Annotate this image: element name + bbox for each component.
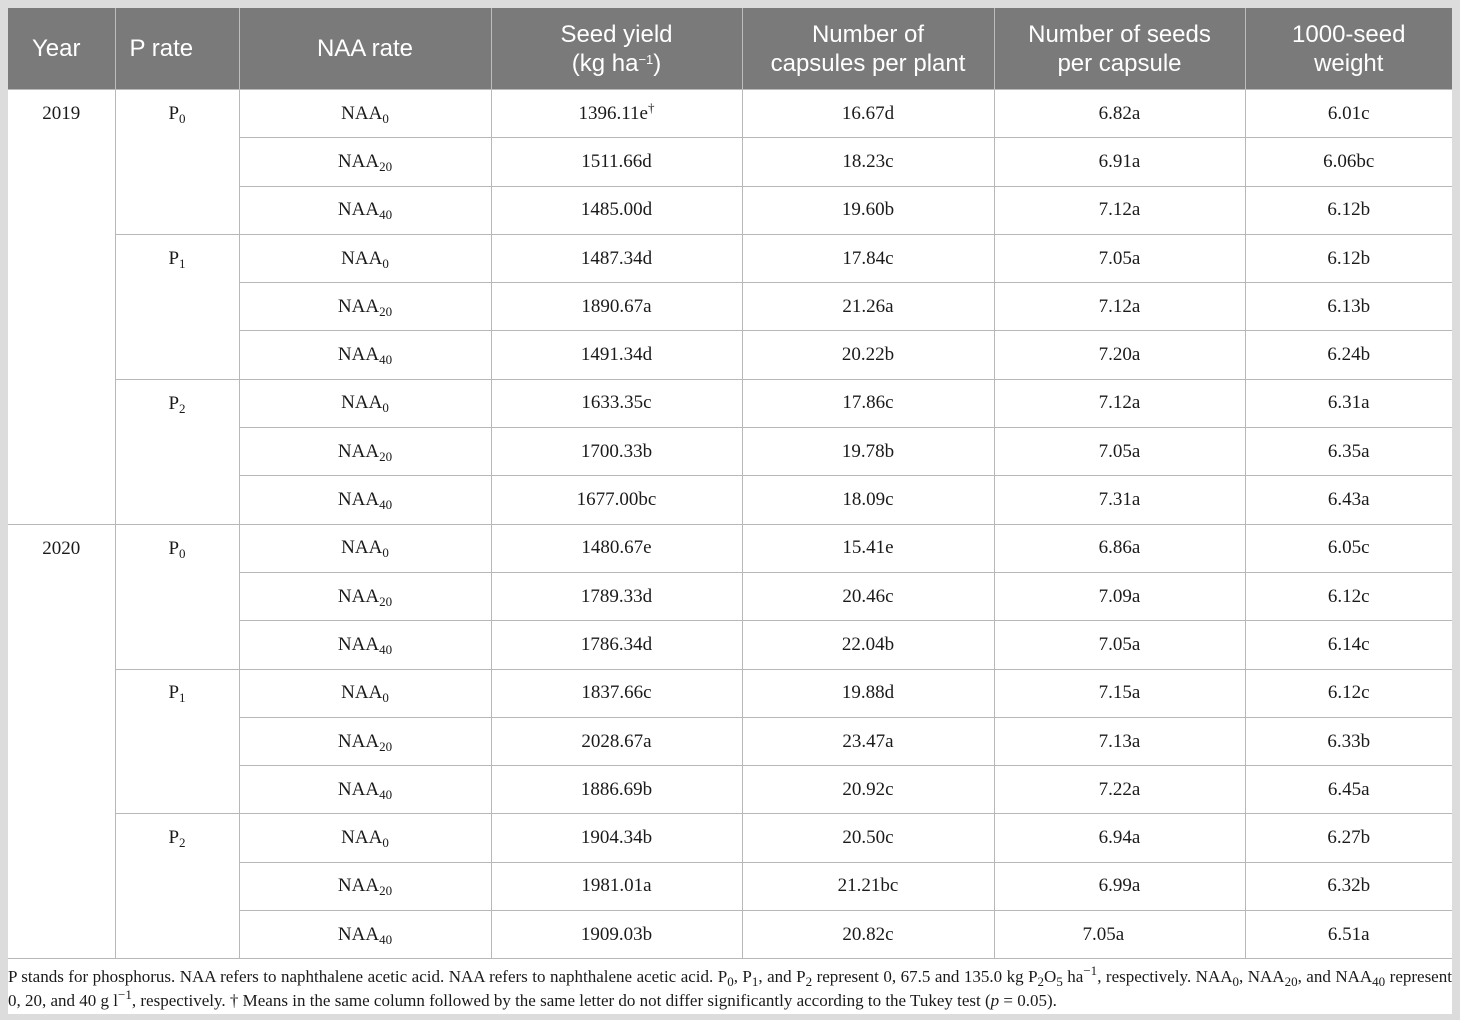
table-row bbox=[8, 862, 1452, 910]
table-row bbox=[8, 766, 1452, 814]
seeds-cell: 7.20a bbox=[994, 331, 1245, 379]
seeds-cell: 7.12a bbox=[994, 379, 1245, 427]
weight-cell: 6.33b bbox=[1245, 717, 1452, 765]
naa-rate-base: NAA bbox=[337, 585, 380, 607]
year-cell: 2019 bbox=[8, 90, 115, 138]
capsules-cell: 19.60b bbox=[742, 186, 994, 234]
header-seeds-line2: per capsule bbox=[1057, 49, 1182, 77]
capsules-cell: 15.41e bbox=[742, 524, 994, 572]
weight-cell: 6.12c bbox=[1245, 572, 1452, 620]
p-rate-subscript: 0 bbox=[179, 545, 186, 561]
seeds-cell: 7.05a bbox=[994, 234, 1245, 282]
p-rate-base: P bbox=[168, 537, 180, 559]
capsules-cell: 19.78b bbox=[742, 428, 994, 476]
p-rate-subscript: 2 bbox=[179, 400, 186, 416]
naa-rate-subscript: 0 bbox=[382, 545, 389, 561]
naa-rate-cell bbox=[239, 572, 491, 620]
naa-rate-subscript: 20 bbox=[379, 303, 393, 319]
p-rate-cell bbox=[115, 524, 239, 572]
seed-yield-value: 1396.11e bbox=[578, 102, 648, 124]
naa-rate-base: NAA bbox=[337, 633, 380, 655]
year-cell bbox=[8, 766, 115, 814]
p-rate-cell bbox=[115, 766, 239, 814]
table-row bbox=[8, 186, 1452, 234]
capsules-cell: 21.26a bbox=[742, 283, 994, 331]
year-cell bbox=[8, 862, 115, 910]
seed-yield-cell bbox=[491, 331, 742, 379]
table-row bbox=[8, 814, 1452, 862]
header-seeds-line1: Number of seeds bbox=[1028, 20, 1211, 48]
capsules-cell: 22.04b bbox=[742, 621, 994, 669]
header-seed-yield-line1: Seed yield bbox=[560, 20, 673, 48]
naa-rate-base: NAA bbox=[337, 489, 380, 511]
capsules-cell: 16.67d bbox=[742, 90, 994, 138]
naa-rate-base: NAA bbox=[341, 247, 383, 269]
naa-rate-cell bbox=[239, 331, 491, 379]
seed-yield-cell bbox=[491, 814, 742, 862]
seeds-cell: 6.94a bbox=[994, 814, 1245, 862]
naa-rate-subscript: 20 bbox=[379, 158, 393, 174]
p-rate-cell bbox=[115, 476, 239, 524]
capsules-cell: 20.82c bbox=[742, 911, 994, 959]
header-capsules-line1: Number of bbox=[811, 20, 925, 48]
weight-cell: 6.45a bbox=[1245, 766, 1452, 814]
naa-rate-cell bbox=[239, 669, 491, 717]
year-cell bbox=[8, 572, 115, 620]
p-rate-cell bbox=[115, 621, 239, 669]
seeds-cell: 7.22a bbox=[994, 766, 1245, 814]
seeds-cell: 7.09a bbox=[994, 572, 1245, 620]
naa-rate-base: NAA bbox=[337, 150, 380, 172]
weight-cell: 6.13b bbox=[1245, 283, 1452, 331]
naa-rate-base: NAA bbox=[341, 682, 383, 704]
weight-cell: 6.35a bbox=[1245, 428, 1452, 476]
seed-yield-cell bbox=[491, 428, 742, 476]
p-rate-base: P bbox=[168, 102, 180, 124]
table-row bbox=[8, 669, 1452, 717]
seeds-cell: 6.99a bbox=[994, 862, 1245, 910]
year-cell bbox=[8, 428, 115, 476]
seeds-cell: 6.91a bbox=[994, 138, 1245, 186]
seed-yield-value: 1511.66d bbox=[581, 150, 652, 172]
header-seed-yield bbox=[491, 8, 742, 90]
naa-rate-base: NAA bbox=[337, 199, 380, 221]
naa-rate-base: NAA bbox=[337, 730, 380, 752]
seeds-cell: 7.05a bbox=[994, 911, 1245, 959]
naa-rate-subscript: 40 bbox=[379, 207, 393, 223]
table-row bbox=[8, 379, 1452, 427]
weight-cell: 6.01c bbox=[1245, 90, 1452, 138]
year-cell: 2020 bbox=[8, 524, 115, 572]
p-rate-base: P bbox=[168, 247, 180, 269]
p-rate-cell bbox=[115, 234, 239, 282]
naa-rate-base: NAA bbox=[337, 344, 380, 366]
weight-cell: 6.12c bbox=[1245, 669, 1452, 717]
capsules-cell: 19.88d bbox=[742, 669, 994, 717]
year-cell bbox=[8, 717, 115, 765]
seed-yield-cell bbox=[491, 283, 742, 331]
year-cell bbox=[8, 234, 115, 282]
naa-rate-cell bbox=[239, 621, 491, 669]
year-cell bbox=[8, 911, 115, 959]
p-rate-cell bbox=[115, 669, 239, 717]
table-row bbox=[8, 476, 1452, 524]
p-rate-cell bbox=[115, 814, 239, 862]
naa-rate-base: NAA bbox=[337, 440, 380, 462]
seeds-cell: 7.05a bbox=[994, 428, 1245, 476]
year-cell bbox=[8, 621, 115, 669]
table-footnote bbox=[8, 959, 1452, 1013]
seed-yield-cell bbox=[491, 911, 742, 959]
p-rate-subscript: 1 bbox=[179, 690, 186, 706]
weight-cell: 6.27b bbox=[1245, 814, 1452, 862]
table-row bbox=[8, 428, 1452, 476]
seed-yield-value: 1491.34d bbox=[580, 344, 653, 366]
naa-rate-base: NAA bbox=[341, 537, 383, 559]
seed-yield-value: 1890.67a bbox=[581, 295, 652, 317]
weight-cell: 6.31a bbox=[1245, 379, 1452, 427]
p-rate-cell bbox=[115, 428, 239, 476]
weight-cell: 6.14c bbox=[1245, 621, 1452, 669]
year-cell bbox=[8, 138, 115, 186]
naa-rate-base: NAA bbox=[341, 827, 383, 849]
table-row bbox=[8, 911, 1452, 959]
naa-rate-subscript: 40 bbox=[379, 931, 393, 947]
naa-rate-subscript: 40 bbox=[379, 641, 393, 657]
seed-yield-value: 1837.66c bbox=[581, 682, 652, 704]
seed-yield-value: 1487.34d bbox=[580, 247, 653, 269]
header-seed-yield-unit-b: ) bbox=[653, 49, 662, 77]
header-seed-yield-unit-sup: −1 bbox=[638, 51, 654, 67]
seed-yield-cell bbox=[491, 572, 742, 620]
naa-rate-base: NAA bbox=[337, 875, 380, 897]
seeds-cell: 7.13a bbox=[994, 717, 1245, 765]
capsules-cell: 18.09c bbox=[742, 476, 994, 524]
seed-yield-cell bbox=[491, 138, 742, 186]
naa-rate-cell bbox=[239, 379, 491, 427]
naa-rate-cell bbox=[239, 234, 491, 282]
capsules-cell: 18.23c bbox=[742, 138, 994, 186]
seed-yield-value: 2028.67a bbox=[581, 730, 652, 752]
header-seed-yield-unit-a: (kg ha bbox=[571, 49, 639, 77]
seed-yield-cell bbox=[491, 379, 742, 427]
naa-rate-subscript: 0 bbox=[382, 110, 389, 126]
naa-rate-subscript: 0 bbox=[382, 835, 389, 851]
header-weight-line1: 1000-seed bbox=[1292, 20, 1406, 48]
seeds-cell: 6.86a bbox=[994, 524, 1245, 572]
naa-rate-subscript: 20 bbox=[379, 448, 393, 464]
seeds-cell: 7.12a bbox=[994, 186, 1245, 234]
year-cell bbox=[8, 331, 115, 379]
p-rate-subscript: 1 bbox=[179, 255, 186, 271]
capsules-cell: 17.84c bbox=[742, 234, 994, 282]
weight-cell: 6.24b bbox=[1245, 331, 1452, 379]
year-cell bbox=[8, 283, 115, 331]
naa-rate-base: NAA bbox=[337, 778, 380, 800]
seeds-cell: 7.15a bbox=[994, 669, 1245, 717]
naa-rate-cell bbox=[239, 186, 491, 234]
seed-yield-cell bbox=[491, 669, 742, 717]
seed-yield-cell bbox=[491, 234, 742, 282]
table-row bbox=[8, 621, 1452, 669]
p-rate-base: P bbox=[168, 392, 180, 414]
year-cell bbox=[8, 814, 115, 862]
naa-rate-subscript: 0 bbox=[382, 255, 389, 271]
p-rate-cell bbox=[115, 138, 239, 186]
p-rate-base: P bbox=[168, 827, 180, 849]
naa-rate-cell bbox=[239, 283, 491, 331]
header-seeds bbox=[994, 8, 1245, 90]
seed-yield-value: 1981.01a bbox=[581, 875, 652, 897]
seed-yield-value: 1886.69b bbox=[580, 778, 653, 800]
year-cell bbox=[8, 379, 115, 427]
header-capsules bbox=[742, 8, 994, 90]
naa-rate-cell bbox=[239, 766, 491, 814]
seeds-cell: 7.31a bbox=[994, 476, 1245, 524]
p-rate-cell bbox=[115, 572, 239, 620]
footnote-text: P stands for phosphorus. NAA refers to naphthalene acetic acid. NAA refers to naphthalene acetic acid. $P_0$, $P_1$, and $P_2$ represent 0, 67.5 and 135.0 kg $P_2O_5$ $ha^{-1}$, respectively. $NAA_0$, $NAA_{20}$, and $NAA_{40}$ represent 0, 20, and 40 g $l^{-1}$, respectively. † Means in the same column followed by the same letter do not differ significantly according to the Tukey test (p = 0.05). bbox=[8, 963, 1452, 1011]
table-row bbox=[8, 524, 1452, 572]
naa-rate-base: NAA bbox=[341, 392, 383, 414]
naa-rate-cell bbox=[239, 524, 491, 572]
naa-rate-base: NAA bbox=[337, 923, 380, 945]
header-year: Year bbox=[8, 8, 115, 90]
header-weight-line2: weight bbox=[1314, 49, 1384, 77]
seed-yield-value: 1786.34d bbox=[580, 633, 653, 655]
seed-yield-cell bbox=[491, 766, 742, 814]
seeds-cell: 7.12a bbox=[994, 283, 1245, 331]
weight-cell: 6.43a bbox=[1245, 476, 1452, 524]
results-table bbox=[8, 8, 1452, 959]
weight-cell: 6.05c bbox=[1245, 524, 1452, 572]
table-row bbox=[8, 283, 1452, 331]
year-cell bbox=[8, 669, 115, 717]
naa-rate-cell bbox=[239, 428, 491, 476]
seed-yield-value: 1904.34b bbox=[580, 827, 653, 849]
p-rate-subscript: 2 bbox=[179, 835, 186, 851]
naa-rate-cell bbox=[239, 476, 491, 524]
header-p-rate: P rate bbox=[115, 8, 239, 90]
capsules-cell: 21.21bc bbox=[742, 862, 994, 910]
dagger-mark: † bbox=[647, 99, 655, 115]
weight-cell: 6.32b bbox=[1245, 862, 1452, 910]
p-rate-cell bbox=[115, 90, 239, 138]
p-rate-cell bbox=[115, 331, 239, 379]
naa-rate-subscript: 0 bbox=[382, 690, 389, 706]
p-rate-base: P bbox=[168, 682, 180, 704]
seed-yield-cell bbox=[491, 862, 742, 910]
naa-rate-subscript: 0 bbox=[382, 400, 389, 416]
header-naa-rate: NAA rate bbox=[239, 8, 491, 90]
naa-rate-subscript: 40 bbox=[379, 352, 393, 368]
p-rate-cell bbox=[115, 717, 239, 765]
year-cell bbox=[8, 186, 115, 234]
table-row bbox=[8, 572, 1452, 620]
capsules-cell: 17.86c bbox=[742, 379, 994, 427]
naa-rate-subscript: 20 bbox=[379, 883, 393, 899]
table-frame bbox=[8, 8, 1452, 1014]
naa-rate-base: NAA bbox=[337, 295, 380, 317]
p-rate-cell bbox=[115, 911, 239, 959]
p-rate-subscript: 0 bbox=[179, 110, 186, 126]
weight-cell: 6.12b bbox=[1245, 234, 1452, 282]
p-rate-cell bbox=[115, 186, 239, 234]
seed-yield-value: 1789.33d bbox=[580, 585, 653, 607]
seed-yield-cell bbox=[491, 90, 742, 138]
naa-rate-cell bbox=[239, 138, 491, 186]
seed-yield-cell bbox=[491, 524, 742, 572]
seed-yield-value: 1909.03b bbox=[580, 923, 653, 945]
weight-cell: 6.06bc bbox=[1245, 138, 1452, 186]
naa-rate-base: NAA bbox=[341, 102, 383, 124]
header-weight bbox=[1245, 8, 1452, 90]
table-row bbox=[8, 138, 1452, 186]
header-row bbox=[8, 8, 1452, 90]
capsules-cell: 20.50c bbox=[742, 814, 994, 862]
naa-rate-subscript: 40 bbox=[379, 786, 393, 802]
seed-yield-cell bbox=[491, 717, 742, 765]
header-capsules-line2: capsules per plant bbox=[770, 49, 966, 77]
seed-yield-value: 1677.00bc bbox=[576, 489, 657, 511]
naa-rate-cell bbox=[239, 911, 491, 959]
seeds-cell: 6.82a bbox=[994, 90, 1245, 138]
table-body bbox=[8, 90, 1452, 959]
seed-yield-value: 1480.67e bbox=[581, 537, 652, 559]
naa-rate-subscript: 20 bbox=[379, 593, 393, 609]
seed-yield-cell bbox=[491, 476, 742, 524]
table-row bbox=[8, 90, 1452, 138]
naa-rate-cell bbox=[239, 814, 491, 862]
capsules-cell: 23.47a bbox=[742, 717, 994, 765]
naa-rate-subscript: 20 bbox=[379, 738, 393, 754]
p-rate-cell bbox=[115, 283, 239, 331]
capsules-cell: 20.46c bbox=[742, 572, 994, 620]
naa-rate-subscript: 40 bbox=[379, 497, 393, 513]
seed-yield-value: 1485.00d bbox=[580, 199, 653, 221]
capsules-cell: 20.92c bbox=[742, 766, 994, 814]
naa-rate-cell bbox=[239, 862, 491, 910]
seeds-cell: 7.05a bbox=[994, 621, 1245, 669]
naa-rate-cell bbox=[239, 90, 491, 138]
weight-cell: 6.51a bbox=[1245, 911, 1452, 959]
seed-yield-value: 1633.35c bbox=[581, 392, 652, 414]
seed-yield-value: 1700.33b bbox=[580, 440, 653, 462]
table-row bbox=[8, 234, 1452, 282]
weight-cell: 6.12b bbox=[1245, 186, 1452, 234]
table-row bbox=[8, 331, 1452, 379]
year-cell bbox=[8, 476, 115, 524]
seed-yield-cell bbox=[491, 621, 742, 669]
table-row bbox=[8, 717, 1452, 765]
p-rate-cell bbox=[115, 862, 239, 910]
p-rate-cell bbox=[115, 379, 239, 427]
naa-rate-cell bbox=[239, 717, 491, 765]
capsules-cell: 20.22b bbox=[742, 331, 994, 379]
seed-yield-cell bbox=[491, 186, 742, 234]
